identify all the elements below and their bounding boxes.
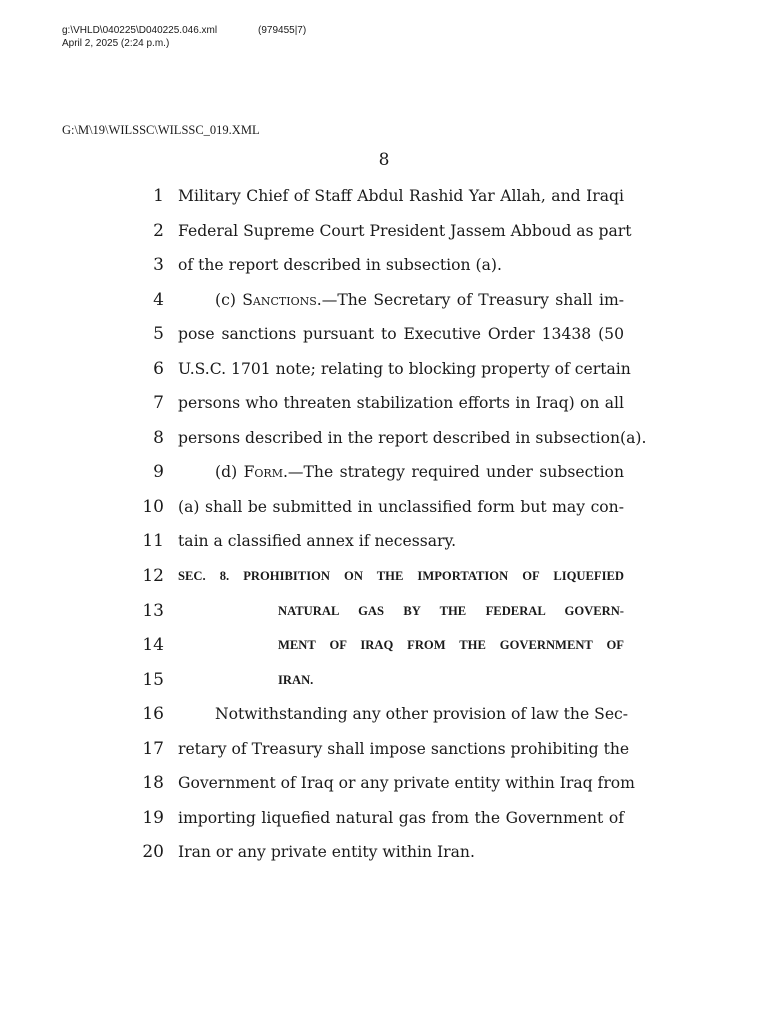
text-line	[0, 214, 766, 249]
line-text: Notwithstanding any other provision of law the Sec-	[215, 705, 629, 724]
subsection-c-line	[178, 283, 624, 318]
section-heading: NATURAL GAS BY THE FEDERAL GOVERN-	[278, 603, 624, 618]
section-heading: SEC. 8. PROHIBITION ON THE IMPORTATION OF LIQUEFIED	[178, 569, 624, 584]
line-number: 14	[142, 635, 164, 656]
line-number: 20	[142, 842, 164, 863]
line-text: of the report described in subsection (a).	[178, 256, 502, 275]
subsection-label: (d)	[215, 463, 244, 482]
line-number: 8	[153, 427, 164, 448]
line-text: Iran or any private entity within Iran.	[178, 843, 475, 862]
line-number: 11	[142, 531, 164, 552]
line-text: Federal Supreme Court President Jassem Abboud as part	[178, 221, 632, 240]
text-line	[0, 283, 766, 318]
text-line	[0, 317, 766, 352]
text-line	[0, 352, 766, 387]
line-text: (a) shall be submitted in unclassified form but may con-	[178, 497, 624, 516]
line-number: 3	[153, 255, 164, 276]
text-line	[0, 490, 766, 525]
line-text: pose sanctions pursuant to Executive Order 13438 (50	[178, 325, 624, 344]
line-number: 18	[142, 773, 164, 794]
text-line	[0, 386, 766, 421]
text-line	[0, 421, 766, 456]
line-number: 4	[153, 289, 164, 310]
subsection-d-line	[178, 455, 624, 490]
line-number: 5	[153, 324, 164, 345]
line-number: 10	[142, 496, 164, 517]
text-line	[0, 835, 766, 870]
line-text: .—The strategy required under subsection	[282, 463, 624, 482]
line-text: Government of Iraq or any private entity within Iraq from	[178, 774, 635, 793]
line-text: .—The Secretary of Treasury shall im-	[316, 290, 624, 309]
line-number: 9	[153, 462, 164, 483]
text-line	[0, 524, 766, 559]
line-number: 17	[142, 738, 164, 759]
section-heading-line	[0, 559, 766, 594]
line-text: U.S.C. 1701 note; relating to blocking property of certain	[178, 359, 631, 378]
section-heading-line	[0, 663, 766, 698]
subsection-heading-sanctions: Sanctions	[242, 290, 317, 309]
text-line	[0, 697, 766, 732]
section-heading-line	[0, 594, 766, 629]
line-number: 7	[153, 393, 164, 414]
header-file-path: g:\VHLD\040225\D040225.046.xml	[62, 25, 218, 36]
text-line	[0, 179, 766, 214]
header-job-number: (979455|7)	[258, 25, 307, 36]
line-text: retary of Treasury shall impose sanctions prohibiting the	[178, 739, 630, 758]
line-number: 2	[153, 220, 164, 241]
line-number: 16	[142, 704, 164, 725]
line-text: tain a classified annex if necessary.	[178, 532, 457, 551]
section-heading-line	[0, 628, 766, 663]
line-text: persons described in the report described in subsection(a).	[178, 428, 647, 447]
source-file-path: G:\M\19\WILSSC\WILSSC_019.XML	[62, 123, 260, 137]
header-date: April 2, 2025 (2:24 p.m.)	[62, 38, 170, 49]
line-text: importing liquefied natural gas from the Government of	[178, 808, 624, 827]
text-line	[0, 248, 766, 283]
bill-text	[0, 179, 766, 870]
line-number: 12	[142, 566, 164, 587]
text-line	[0, 801, 766, 836]
line-text: persons who threaten stabilization efforts in Iraq) on all	[178, 394, 624, 413]
line-text: Military Chief of Staff Abdul Rashid Yar Allah, and Iraqi	[178, 187, 624, 205]
text-line	[0, 732, 766, 767]
line-number: 15	[142, 669, 164, 690]
section-heading: IRAN.	[278, 672, 314, 687]
line-number: 6	[153, 358, 164, 379]
line-number: 13	[142, 600, 164, 621]
text-line	[0, 455, 766, 490]
page-number: 8	[378, 150, 390, 170]
section-heading: MENT OF IRAQ FROM THE GOVERNMENT OF	[278, 638, 624, 653]
subsection-heading-form: Form	[243, 463, 283, 482]
line-number: 1	[153, 186, 164, 206]
text-line	[0, 766, 766, 801]
subsection-label: (c)	[215, 290, 243, 309]
line-number: 19	[142, 807, 164, 828]
